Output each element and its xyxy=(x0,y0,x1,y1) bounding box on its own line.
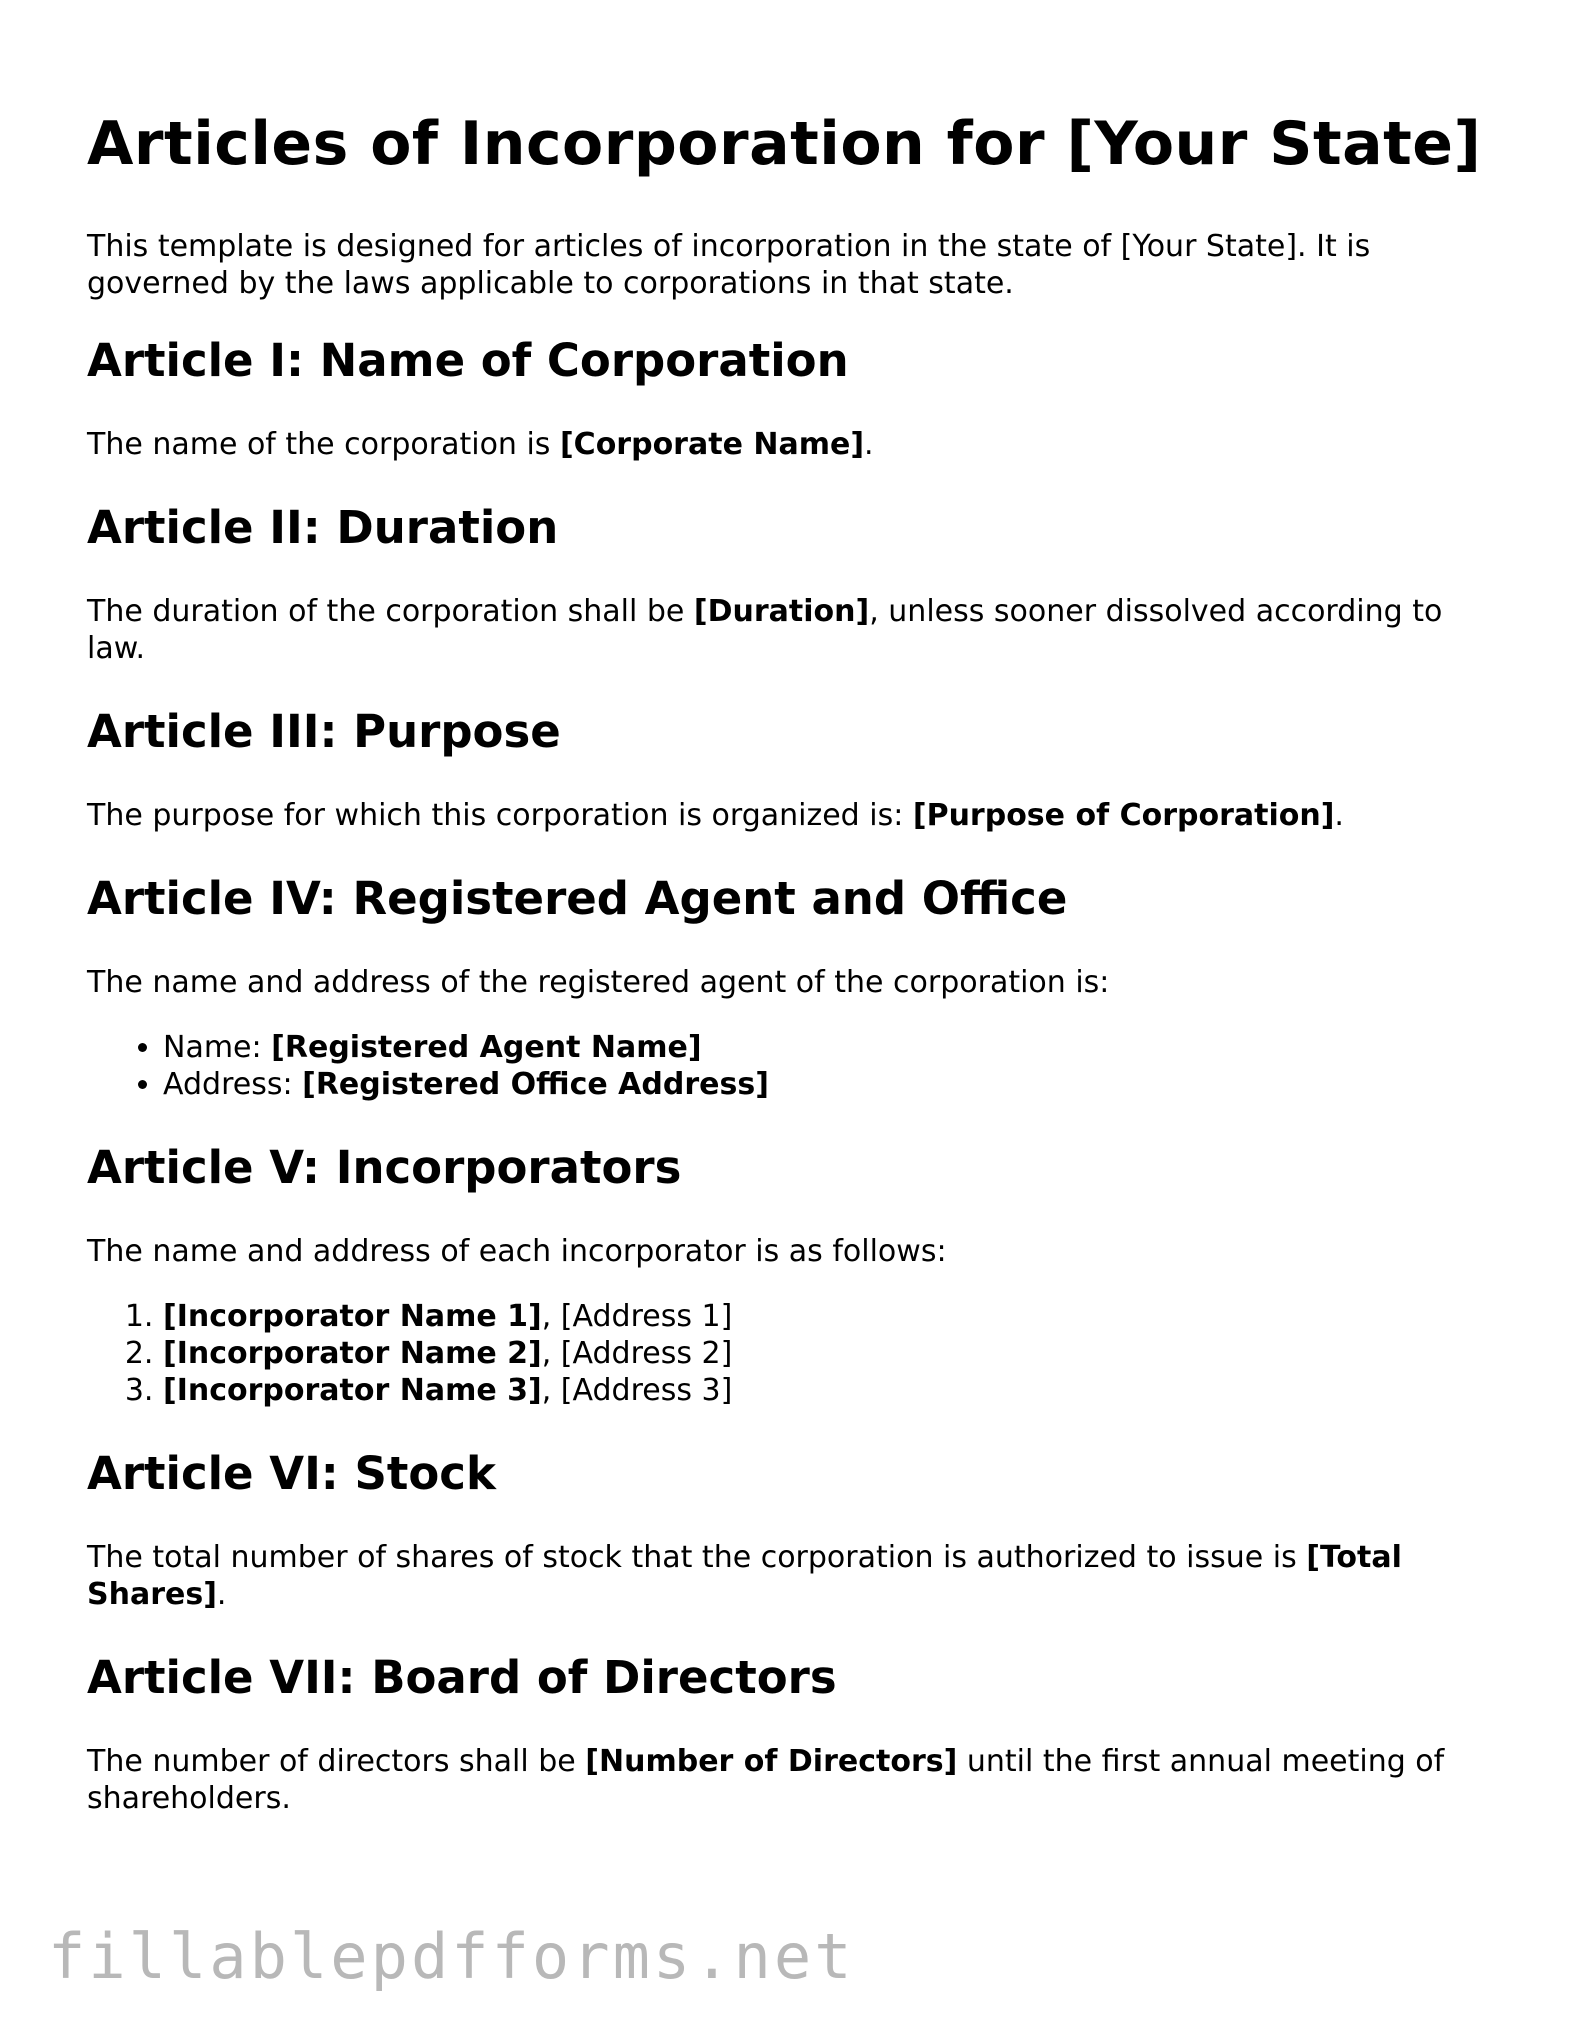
article-heading: Article II: Duration xyxy=(87,501,559,554)
incorporator-name: [Incorporator Name 2] xyxy=(163,1336,542,1371)
list-item xyxy=(163,1372,1497,1409)
office-address-placeholder: [Registered Office Address] xyxy=(302,1067,769,1102)
list-item xyxy=(163,1066,1497,1103)
list-item xyxy=(163,1029,1497,1066)
article-4 xyxy=(87,872,1497,1103)
incorporator-address: , [Address 1] xyxy=(541,1299,733,1334)
article-text: The name and address of the registered agent of the corporation is: xyxy=(87,965,1110,1000)
text-after: , unless sooner dissolved according to law. xyxy=(87,594,1443,666)
article-1 xyxy=(87,334,1497,463)
intro-paragraph: This template is designed for articles of incorporation in the state of [Your State]. It is governed by the laws applicable to corporations in that state. xyxy=(87,229,1371,301)
item-label: Name: xyxy=(163,1030,272,1065)
article-text: The name and address of each incorporator is as follows: xyxy=(87,1234,947,1269)
duration-placeholder: [Duration] xyxy=(693,594,870,629)
article-2 xyxy=(87,501,1497,667)
incorporators-list xyxy=(87,1298,1497,1409)
article-heading: Article III: Purpose xyxy=(87,705,561,758)
article-text xyxy=(87,593,1497,667)
agent-name-placeholder: [Registered Agent Name] xyxy=(271,1030,702,1065)
incorporator-name: [Incorporator Name 1] xyxy=(163,1299,542,1334)
item-label: Address: xyxy=(163,1067,303,1102)
list-item xyxy=(163,1335,1497,1372)
text-after: until the first annual meeting of shareholders. xyxy=(87,1744,1445,1816)
article-text xyxy=(87,426,1497,463)
purpose-placeholder: [Purpose of Corporation] xyxy=(912,798,1335,833)
article-heading: Article VI: Stock xyxy=(87,1447,496,1500)
registered-agent-list xyxy=(87,1029,1497,1103)
directors-placeholder: [Number of Directors] xyxy=(585,1744,958,1779)
incorporator-address: , [Address 2] xyxy=(541,1336,733,1371)
document-title: Articles of Incorporation for [Your State] xyxy=(87,109,1482,179)
document-page xyxy=(87,108,1497,1855)
article-heading: Article I: Name of Corporation xyxy=(87,334,849,387)
article-7 xyxy=(87,1651,1497,1817)
incorporator-address: , [Address 3] xyxy=(541,1373,733,1408)
corporate-name-placeholder: [Corporate Name] xyxy=(559,427,865,462)
text-after: . xyxy=(1334,798,1344,833)
article-heading: Article VII: Board of Directors xyxy=(87,1651,837,1704)
text-before: The total number of shares of stock that the corporation is authorized to issue is xyxy=(87,1540,1307,1575)
article-heading: Article V: Incorporators xyxy=(87,1141,682,1194)
watermark: fillablepdfforms.net xyxy=(48,1920,855,1993)
text-before: The duration of the corporation shall be xyxy=(87,594,694,629)
article-5 xyxy=(87,1141,1497,1409)
article-text xyxy=(87,1539,1497,1613)
text-after: . xyxy=(864,427,874,462)
article-heading: Article IV: Registered Agent and Office xyxy=(87,872,1068,925)
text-before: The name of the corporation is xyxy=(87,427,560,462)
article-6 xyxy=(87,1447,1497,1613)
total-shares-placeholder: [Total Shares] xyxy=(87,1540,1402,1612)
article-text xyxy=(87,1743,1497,1817)
incorporator-name: [Incorporator Name 3] xyxy=(163,1373,542,1408)
text-after: . xyxy=(216,1577,227,1612)
article-text xyxy=(87,797,1497,834)
text-before: The number of directors shall be xyxy=(87,1744,586,1779)
article-3 xyxy=(87,705,1497,834)
list-item xyxy=(163,1298,1497,1335)
text-before: The purpose for which this corporation is organized is: xyxy=(87,798,913,833)
